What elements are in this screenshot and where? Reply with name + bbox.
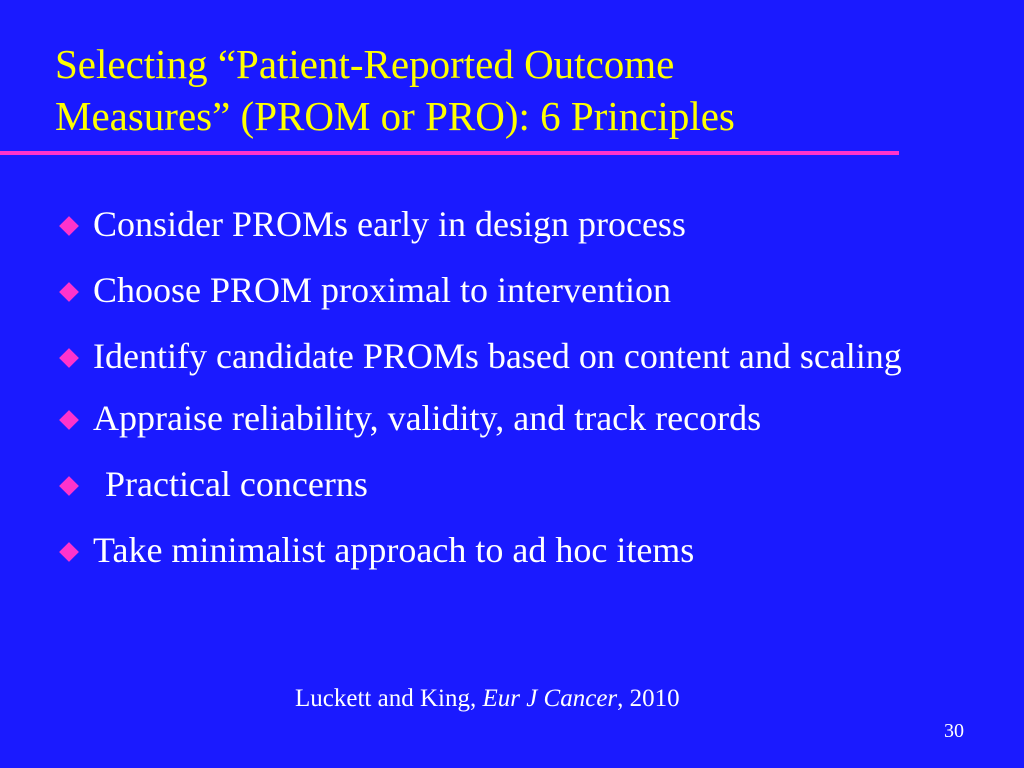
bullet-item	[56, 392, 976, 445]
citation	[295, 683, 680, 715]
diamond-bullet-icon	[59, 542, 79, 562]
bullet-text: Practical concerns	[105, 464, 368, 504]
diamond-bullet-icon	[59, 476, 79, 496]
bullet-text: Consider PROMs early in design process	[93, 204, 686, 244]
bullet-text: Appraise reliability, validity, and track records	[93, 398, 762, 438]
bullet-text: Choose PROM proximal to intervention	[93, 270, 671, 310]
bullet-item	[56, 458, 976, 511]
slide-title-line-2: Measures” (PROM or PRO): 6 Principles	[55, 93, 735, 139]
bullet-text: Take minimalist approach to ad hoc items	[93, 530, 695, 570]
diamond-bullet-icon	[59, 282, 79, 302]
diamond-bullet-icon	[59, 410, 79, 430]
bullet-item	[56, 524, 976, 577]
slide-title-line-1: Selecting “Patient-Reported Outcome	[55, 41, 675, 87]
bullet-list	[56, 198, 976, 590]
bullet-item	[56, 198, 976, 251]
citation-authors: Luckett and King,	[295, 685, 477, 712]
bullet-item	[56, 330, 976, 383]
bullet-text: Identify candidate PROMs based on content and scaling	[93, 336, 902, 376]
slide-title	[55, 38, 935, 142]
title-underline-rule	[0, 151, 899, 155]
bullet-item	[56, 264, 976, 317]
diamond-bullet-icon	[59, 216, 79, 236]
slide-number: 30	[944, 720, 964, 742]
citation-year: , 2010	[617, 685, 680, 712]
citation-journal: Eur J Cancer	[482, 685, 618, 712]
diamond-bullet-icon	[59, 348, 79, 368]
